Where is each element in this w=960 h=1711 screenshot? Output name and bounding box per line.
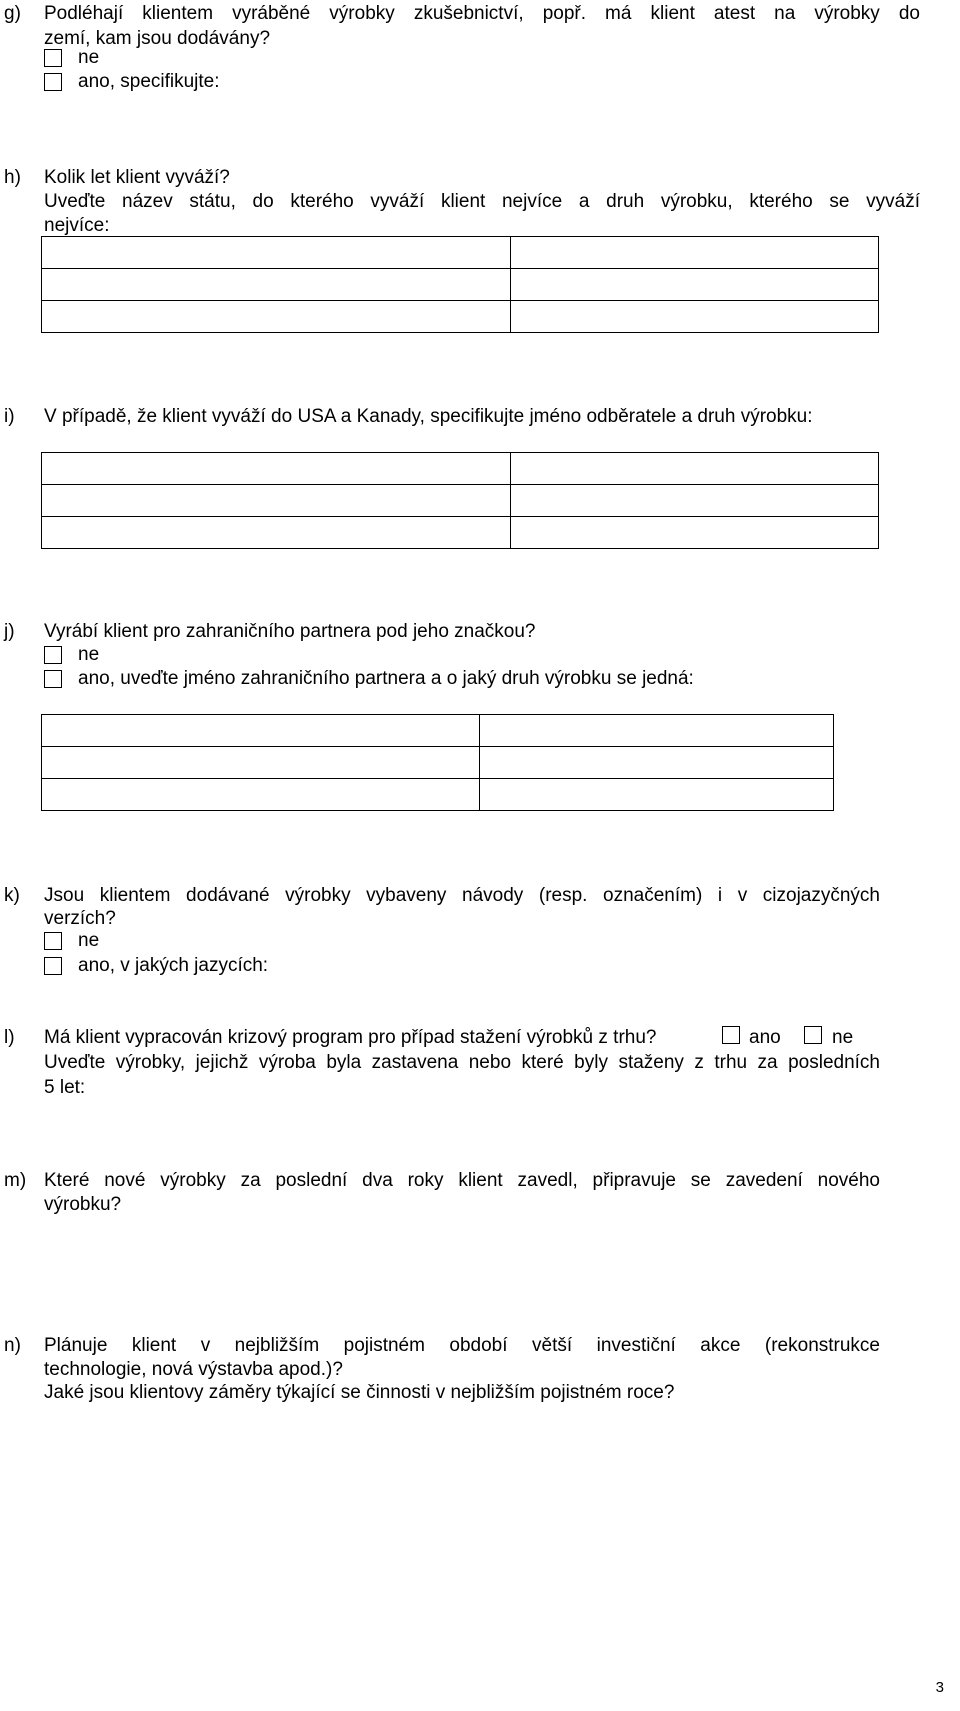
question-label: j): [4, 621, 15, 642]
question-text: Uveďte výrobky, jejichž výroba byla zastavena nebo které byly staženy z trhu za posledních: [44, 1052, 880, 1073]
checkbox-no[interactable]: [804, 1026, 822, 1044]
question-text: Vyrábí klient pro zahraničního partnera pod jeho značkou?: [44, 621, 536, 642]
option-label: ano: [749, 1027, 781, 1048]
checkbox-yes[interactable]: [44, 670, 62, 688]
table-cell[interactable]: [42, 485, 511, 517]
question-text: Kolik let klient vyváží?: [44, 167, 230, 188]
table-cell[interactable]: [42, 237, 511, 269]
export-table: [41, 236, 879, 333]
table-cell[interactable]: [42, 517, 511, 549]
table-cell[interactable]: [42, 715, 480, 747]
checkbox-yes[interactable]: [44, 73, 62, 91]
table-cell[interactable]: [42, 301, 511, 333]
table-cell[interactable]: [511, 485, 879, 517]
question-label: m): [4, 1170, 27, 1191]
table-cell[interactable]: [42, 269, 511, 301]
table-cell[interactable]: [511, 517, 879, 549]
option-label: ne: [832, 1027, 854, 1048]
checkbox-no[interactable]: [44, 646, 62, 664]
question-label: k): [4, 885, 20, 906]
page-number: 3: [935, 1679, 944, 1696]
question-text: Jsou klientem dodávané výrobky vybaveny návody (resp. označením) i v cizojazyčných: [44, 885, 880, 906]
option-label: ne: [78, 644, 100, 665]
question-text: výrobku?: [44, 1194, 122, 1215]
table-cell[interactable]: [480, 747, 834, 779]
checkbox-no[interactable]: [44, 49, 62, 67]
question-text: Které nové výrobky za poslední dva roky klient zavedl, připravuje se zavedení nového: [44, 1170, 880, 1191]
table-cell[interactable]: [511, 237, 879, 269]
table-cell[interactable]: [511, 301, 879, 333]
question-text: Podléhají klientem vyráběné výrobky zkušebnictví, popř. má klient atest na výrobky do: [44, 3, 920, 24]
question-label: g): [4, 3, 21, 24]
partner-table: [41, 714, 834, 811]
table-cell[interactable]: [480, 715, 834, 747]
question-text: zemí, kam jsou dodávány?: [44, 28, 271, 49]
option-label: ne: [78, 930, 100, 951]
question-text: Uveďte název státu, do kterého vyváží klient nejvíce a druh výrobku, kterého se vyváží: [44, 191, 920, 212]
checkbox-no[interactable]: [44, 932, 62, 950]
question-text: nejvíce:: [44, 215, 110, 236]
option-label: ano, v jakých jazycích:: [78, 955, 269, 976]
option-label: ano, uveďte jméno zahraničního partnera a o jaký druh výrobku se jedná:: [78, 668, 694, 689]
question-label: h): [4, 167, 21, 188]
table-cell[interactable]: [42, 453, 511, 485]
question-text: technologie, nová výstavba apod.)?: [44, 1359, 343, 1380]
option-label: ano, specifikujte:: [78, 71, 220, 92]
checkbox-yes[interactable]: [722, 1026, 740, 1044]
question-text: V případě, že klient vyváží do USA a Kanady, specifikujte jméno odběratele a druh výrobku:: [44, 406, 813, 427]
question-label: l): [4, 1027, 15, 1048]
checkbox-yes[interactable]: [44, 957, 62, 975]
question-text: 5 let:: [44, 1077, 86, 1098]
question-text: Plánuje klient v nejbližším pojistném období větší investiční akce (rekonstrukce: [44, 1335, 880, 1356]
question-text: Má klient vypracován krizový program pro případ stažení výrobků z trhu?: [44, 1027, 657, 1048]
table-cell[interactable]: [511, 453, 879, 485]
question-text: verzích?: [44, 908, 116, 929]
option-label: ne: [78, 47, 100, 68]
table-cell[interactable]: [42, 747, 480, 779]
question-label: n): [4, 1335, 21, 1356]
question-label: i): [4, 406, 15, 427]
table-cell[interactable]: [480, 779, 834, 811]
question-text: Jaké jsou klientovy záměry týkající se činnosti v nejbližším pojistném roce?: [44, 1382, 675, 1403]
usa-canada-table: [41, 452, 879, 549]
table-cell[interactable]: [42, 779, 480, 811]
table-cell[interactable]: [511, 269, 879, 301]
